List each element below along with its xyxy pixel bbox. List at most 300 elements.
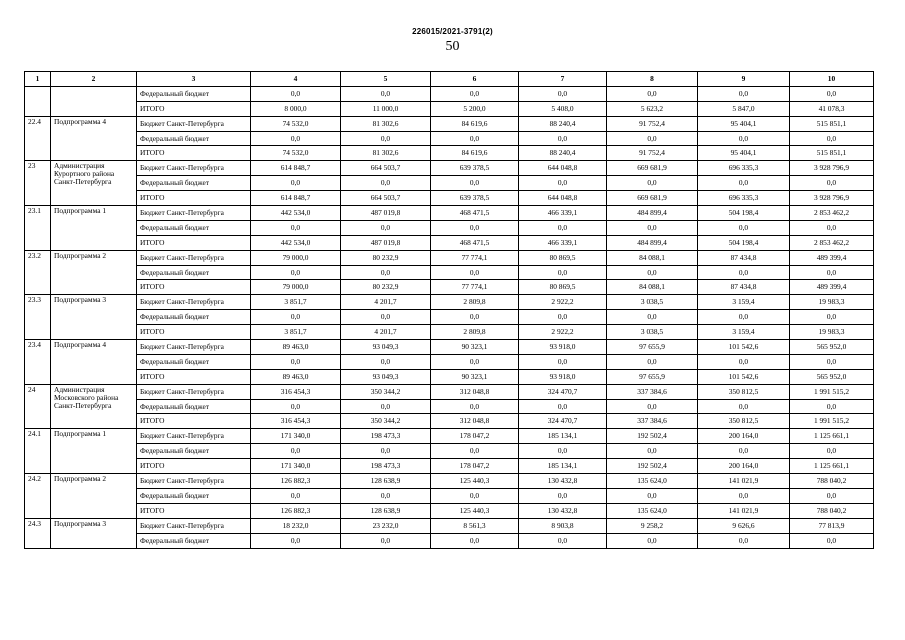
column-number-row (25, 72, 874, 87)
amount-cell: 0,0 (607, 444, 698, 459)
item-name-cell: Подпрограмма 1 (51, 206, 137, 251)
amount-cell: 93 049,3 (341, 340, 431, 355)
amount-cell: 0,0 (431, 533, 519, 548)
amount-cell: 639 378,5 (431, 191, 519, 206)
amount-cell: 93 049,3 (341, 369, 431, 384)
amount-cell: 0,0 (790, 399, 874, 414)
amount-cell: 171 340,0 (251, 429, 341, 444)
amount-cell: 0,0 (341, 310, 431, 325)
amount-cell: 0,0 (790, 533, 874, 548)
amount-cell: 88 240,4 (519, 146, 607, 161)
amount-cell: 0,0 (790, 220, 874, 235)
funding-source-cell: Федеральный бюджет (137, 533, 251, 548)
amount-cell: 200 164,0 (698, 459, 790, 474)
table-row (25, 444, 874, 459)
amount-cell: 565 952,0 (790, 369, 874, 384)
amount-cell: 350 344,2 (341, 414, 431, 429)
funding-source-cell: Федеральный бюджет (137, 220, 251, 235)
amount-cell: 504 198,4 (698, 235, 790, 250)
amount-cell: 130 432,8 (519, 503, 607, 518)
amount-cell: 101 542,6 (698, 369, 790, 384)
amount-cell: 8 903,8 (519, 518, 607, 533)
budget-table (24, 71, 874, 549)
table-row (25, 414, 874, 429)
item-name-cell: Подпрограмма 4 (51, 340, 137, 385)
amount-cell: 90 323,1 (431, 340, 519, 355)
amount-cell: 0,0 (341, 220, 431, 235)
amount-cell: 324 470,7 (519, 384, 607, 399)
amount-cell: 11 000,0 (341, 101, 431, 116)
amount-cell: 2 809,8 (431, 325, 519, 340)
column-number: 9 (698, 72, 790, 87)
amount-cell: 489 399,4 (790, 280, 874, 295)
amount-cell: 141 021,9 (698, 503, 790, 518)
item-name-cell: Подпрограмма 4 (51, 116, 137, 161)
amount-cell: 130 432,8 (519, 474, 607, 489)
amount-cell: 3 159,4 (698, 295, 790, 310)
amount-cell: 23 232,0 (341, 518, 431, 533)
amount-cell: 79 000,0 (251, 280, 341, 295)
amount-cell: 0,0 (607, 176, 698, 191)
amount-cell: 614 848,7 (251, 161, 341, 176)
amount-cell: 5 200,0 (431, 101, 519, 116)
amount-cell: 178 047,2 (431, 429, 519, 444)
amount-cell: 0,0 (698, 220, 790, 235)
amount-cell: 0,0 (341, 131, 431, 146)
amount-cell: 2 922,2 (519, 325, 607, 340)
amount-cell: 0,0 (341, 533, 431, 548)
table-row (25, 220, 874, 235)
table-row (25, 250, 874, 265)
table-row (25, 101, 874, 116)
amount-cell: 0,0 (698, 86, 790, 101)
amount-cell: 0,0 (607, 399, 698, 414)
table-row (25, 206, 874, 221)
table-row (25, 399, 874, 414)
table-row (25, 235, 874, 250)
amount-cell: 125 440,3 (431, 503, 519, 518)
item-number-cell (25, 86, 51, 116)
funding-source-cell: ИТОГО (137, 191, 251, 206)
table-row (25, 176, 874, 191)
amount-cell: 5 623,2 (607, 101, 698, 116)
amount-cell: 614 848,7 (251, 191, 341, 206)
amount-cell: 0,0 (431, 310, 519, 325)
table-row (25, 459, 874, 474)
amount-cell: 18 232,0 (251, 518, 341, 533)
page-number: 50 (445, 39, 460, 54)
amount-cell: 487 019,8 (341, 235, 431, 250)
amount-cell: 5 408,0 (519, 101, 607, 116)
amount-cell: 0,0 (431, 399, 519, 414)
amount-cell: 135 624,0 (607, 474, 698, 489)
amount-cell: 3 038,5 (607, 325, 698, 340)
column-number: 10 (790, 72, 874, 87)
amount-cell: 97 655,9 (607, 369, 698, 384)
amount-cell: 466 339,1 (519, 235, 607, 250)
table-row (25, 325, 874, 340)
amount-cell: 8 000,0 (251, 101, 341, 116)
amount-cell: 81 302,6 (341, 116, 431, 131)
amount-cell: 1 991 515,2 (790, 414, 874, 429)
funding-source-cell: Федеральный бюджет (137, 265, 251, 280)
amount-cell: 0,0 (341, 399, 431, 414)
amount-cell: 192 502,4 (607, 459, 698, 474)
amount-cell: 81 302,6 (341, 146, 431, 161)
amount-cell: 80 232,9 (341, 250, 431, 265)
amount-cell: 178 047,2 (431, 459, 519, 474)
amount-cell: 442 534,0 (251, 235, 341, 250)
amount-cell: 639 378,5 (431, 161, 519, 176)
amount-cell: 312 048,8 (431, 384, 519, 399)
table-row (25, 369, 874, 384)
amount-cell: 79 000,0 (251, 250, 341, 265)
amount-cell: 0,0 (790, 444, 874, 459)
amount-cell: 0,0 (431, 265, 519, 280)
item-number-cell: 23 (25, 161, 51, 206)
amount-cell: 0,0 (251, 265, 341, 280)
amount-cell: 1 991 515,2 (790, 384, 874, 399)
amount-cell: 128 638,9 (341, 503, 431, 518)
table-row (25, 533, 874, 548)
table-row (25, 340, 874, 355)
amount-cell: 126 882,3 (251, 474, 341, 489)
funding-source-cell: Федеральный бюджет (137, 310, 251, 325)
funding-source-cell: Федеральный бюджет (137, 488, 251, 503)
amount-cell: 1 125 661,1 (790, 459, 874, 474)
amount-cell: 0,0 (607, 86, 698, 101)
amount-cell: 0,0 (607, 354, 698, 369)
funding-source-cell: Бюджет Санкт-Петербурга (137, 474, 251, 489)
amount-cell: 125 440,3 (431, 474, 519, 489)
amount-cell: 466 339,1 (519, 206, 607, 221)
amount-cell: 337 384,6 (607, 384, 698, 399)
table-row (25, 131, 874, 146)
amount-cell: 0,0 (519, 265, 607, 280)
amount-cell: 0,0 (341, 444, 431, 459)
column-number: 2 (51, 72, 137, 87)
amount-cell: 487 019,8 (341, 206, 431, 221)
amount-cell: 0,0 (431, 354, 519, 369)
amount-cell: 3 928 796,9 (790, 191, 874, 206)
funding-source-cell: ИТОГО (137, 101, 251, 116)
amount-cell: 0,0 (251, 86, 341, 101)
amount-cell: 0,0 (519, 220, 607, 235)
amount-cell: 80 869,5 (519, 280, 607, 295)
amount-cell: 664 503,7 (341, 161, 431, 176)
amount-cell: 95 404,1 (698, 116, 790, 131)
amount-cell: 0,0 (519, 444, 607, 459)
amount-cell: 0,0 (698, 488, 790, 503)
amount-cell: 788 040,2 (790, 474, 874, 489)
amount-cell: 0,0 (698, 131, 790, 146)
column-number: 3 (137, 72, 251, 87)
amount-cell: 185 134,1 (519, 429, 607, 444)
amount-cell: 0,0 (431, 488, 519, 503)
table-row (25, 503, 874, 518)
amount-cell: 515 851,1 (790, 116, 874, 131)
amount-cell: 19 983,3 (790, 295, 874, 310)
amount-cell: 0,0 (790, 265, 874, 280)
funding-source-cell: Федеральный бюджет (137, 399, 251, 414)
amount-cell: 0,0 (607, 220, 698, 235)
item-name-cell: Подпрограмма 3 (51, 518, 137, 548)
amount-cell: 669 681,9 (607, 191, 698, 206)
amount-cell: 93 918,0 (519, 369, 607, 384)
amount-cell: 0,0 (698, 176, 790, 191)
table-row (25, 161, 874, 176)
table-row (25, 265, 874, 280)
amount-cell: 89 463,0 (251, 340, 341, 355)
amount-cell: 0,0 (698, 310, 790, 325)
amount-cell: 0,0 (251, 220, 341, 235)
funding-source-cell: Федеральный бюджет (137, 354, 251, 369)
amount-cell: 316 454,3 (251, 414, 341, 429)
amount-cell: 4 201,7 (341, 295, 431, 310)
amount-cell: 0,0 (431, 131, 519, 146)
amount-cell: 565 952,0 (790, 340, 874, 355)
amount-cell: 2 922,2 (519, 295, 607, 310)
amount-cell: 126 882,3 (251, 503, 341, 518)
amount-cell: 0,0 (519, 533, 607, 548)
amount-cell: 0,0 (431, 176, 519, 191)
item-number-cell: 24.2 (25, 474, 51, 519)
funding-source-cell: ИТОГО (137, 459, 251, 474)
item-name-cell: Администрация Курортного района Санкт-Петербурга (51, 161, 137, 206)
item-number-cell: 23.1 (25, 206, 51, 251)
amount-cell: 93 918,0 (519, 340, 607, 355)
amount-cell: 80 232,9 (341, 280, 431, 295)
amount-cell: 0,0 (519, 399, 607, 414)
amount-cell: 1 125 661,1 (790, 429, 874, 444)
amount-cell: 0,0 (251, 488, 341, 503)
table-row (25, 429, 874, 444)
amount-cell: 9 626,6 (698, 518, 790, 533)
amount-cell: 350 812,5 (698, 414, 790, 429)
amount-cell: 0,0 (251, 444, 341, 459)
table-row (25, 384, 874, 399)
amount-cell: 0,0 (251, 176, 341, 191)
amount-cell: 0,0 (519, 310, 607, 325)
amount-cell: 84 619,6 (431, 116, 519, 131)
document-id: 226015/2021-3791(2) (412, 27, 493, 36)
amount-cell: 0,0 (431, 86, 519, 101)
funding-source-cell: Федеральный бюджет (137, 86, 251, 101)
amount-cell: 90 323,1 (431, 369, 519, 384)
item-name-cell: Подпрограмма 2 (51, 474, 137, 519)
amount-cell: 484 899,4 (607, 206, 698, 221)
item-number-cell: 23.4 (25, 340, 51, 385)
amount-cell: 141 021,9 (698, 474, 790, 489)
amount-cell: 4 201,7 (341, 325, 431, 340)
table-row (25, 146, 874, 161)
amount-cell: 0,0 (251, 131, 341, 146)
amount-cell: 504 198,4 (698, 206, 790, 221)
amount-cell: 669 681,9 (607, 161, 698, 176)
amount-cell: 3 928 796,9 (790, 161, 874, 176)
amount-cell: 95 404,1 (698, 146, 790, 161)
table-row (25, 86, 874, 101)
column-number: 8 (607, 72, 698, 87)
funding-source-cell: Бюджет Санкт-Петербурга (137, 518, 251, 533)
amount-cell: 198 473,3 (341, 429, 431, 444)
amount-cell: 198 473,3 (341, 459, 431, 474)
amount-cell: 3 851,7 (251, 295, 341, 310)
amount-cell: 515 851,1 (790, 146, 874, 161)
amount-cell: 0,0 (519, 176, 607, 191)
item-number-cell: 24.1 (25, 429, 51, 474)
amount-cell: 2 853 462,2 (790, 206, 874, 221)
amount-cell: 788 040,2 (790, 503, 874, 518)
table-body (25, 72, 874, 549)
column-number: 7 (519, 72, 607, 87)
amount-cell: 337 384,6 (607, 414, 698, 429)
item-name-cell: Подпрограмма 1 (51, 429, 137, 474)
amount-cell: 696 335,3 (698, 191, 790, 206)
funding-source-cell: Бюджет Санкт-Петербурга (137, 429, 251, 444)
funding-source-cell: ИТОГО (137, 280, 251, 295)
amount-cell: 88 240,4 (519, 116, 607, 131)
funding-source-cell: Бюджет Санкт-Петербурга (137, 250, 251, 265)
amount-cell: 101 542,6 (698, 340, 790, 355)
amount-cell: 0,0 (790, 86, 874, 101)
funding-source-cell: Бюджет Санкт-Петербурга (137, 116, 251, 131)
amount-cell: 128 638,9 (341, 474, 431, 489)
amount-cell: 0,0 (698, 399, 790, 414)
amount-cell: 0,0 (698, 354, 790, 369)
item-name-cell (51, 86, 137, 116)
funding-source-cell: Бюджет Санкт-Петербурга (137, 384, 251, 399)
amount-cell: 74 532,0 (251, 146, 341, 161)
funding-source-cell: ИТОГО (137, 146, 251, 161)
table-row (25, 518, 874, 533)
item-number-cell: 23.2 (25, 250, 51, 295)
amount-cell: 0,0 (251, 354, 341, 369)
amount-cell: 0,0 (341, 86, 431, 101)
amount-cell: 135 624,0 (607, 503, 698, 518)
amount-cell: 0,0 (698, 444, 790, 459)
amount-cell: 350 344,2 (341, 384, 431, 399)
item-name-cell: Подпрограмма 3 (51, 295, 137, 340)
amount-cell: 192 502,4 (607, 429, 698, 444)
amount-cell: 0,0 (790, 176, 874, 191)
amount-cell: 0,0 (607, 310, 698, 325)
amount-cell: 0,0 (519, 131, 607, 146)
amount-cell: 442 534,0 (251, 206, 341, 221)
amount-cell: 171 340,0 (251, 459, 341, 474)
amount-cell: 0,0 (519, 354, 607, 369)
amount-cell: 0,0 (341, 265, 431, 280)
amount-cell: 0,0 (519, 488, 607, 503)
amount-cell: 2 809,8 (431, 295, 519, 310)
amount-cell: 8 561,3 (431, 518, 519, 533)
funding-source-cell: ИТОГО (137, 503, 251, 518)
item-name-cell: Администрация Московского района Санкт-Петербурга (51, 384, 137, 429)
amount-cell: 84 619,6 (431, 146, 519, 161)
amount-cell: 87 434,8 (698, 280, 790, 295)
amount-cell: 97 655,9 (607, 340, 698, 355)
amount-cell: 0,0 (341, 354, 431, 369)
amount-cell: 0,0 (341, 488, 431, 503)
table-row (25, 310, 874, 325)
amount-cell: 77 774,1 (431, 280, 519, 295)
amount-cell: 0,0 (251, 310, 341, 325)
table-row (25, 474, 874, 489)
amount-cell: 19 983,3 (790, 325, 874, 340)
amount-cell: 9 258,2 (607, 518, 698, 533)
funding-source-cell: ИТОГО (137, 235, 251, 250)
amount-cell: 0,0 (431, 220, 519, 235)
amount-cell: 91 752,4 (607, 116, 698, 131)
funding-source-cell: Бюджет Санкт-Петербурга (137, 295, 251, 310)
table-row (25, 488, 874, 503)
amount-cell: 316 454,3 (251, 384, 341, 399)
item-name-cell: Подпрограмма 2 (51, 250, 137, 295)
amount-cell: 84 088,1 (607, 250, 698, 265)
amount-cell: 489 399,4 (790, 250, 874, 265)
amount-cell: 77 774,1 (431, 250, 519, 265)
amount-cell: 87 434,8 (698, 250, 790, 265)
amount-cell: 0,0 (607, 488, 698, 503)
column-number: 6 (431, 72, 519, 87)
column-number: 5 (341, 72, 431, 87)
amount-cell: 41 078,3 (790, 101, 874, 116)
amount-cell: 0,0 (607, 265, 698, 280)
amount-cell: 0,0 (790, 488, 874, 503)
amount-cell: 468 471,5 (431, 206, 519, 221)
table-row (25, 280, 874, 295)
funding-source-cell: ИТОГО (137, 414, 251, 429)
amount-cell: 3 851,7 (251, 325, 341, 340)
column-number: 4 (251, 72, 341, 87)
amount-cell: 0,0 (341, 176, 431, 191)
amount-cell: 91 752,4 (607, 146, 698, 161)
amount-cell: 80 869,5 (519, 250, 607, 265)
amount-cell: 664 503,7 (341, 191, 431, 206)
amount-cell: 0,0 (790, 310, 874, 325)
amount-cell: 0,0 (790, 131, 874, 146)
amount-cell: 0,0 (431, 444, 519, 459)
funding-source-cell: Бюджет Санкт-Петербурга (137, 340, 251, 355)
amount-cell: 0,0 (790, 354, 874, 369)
amount-cell: 484 899,4 (607, 235, 698, 250)
amount-cell: 77 813,9 (790, 518, 874, 533)
amount-cell: 350 812,5 (698, 384, 790, 399)
amount-cell: 0,0 (698, 265, 790, 280)
amount-cell: 74 532,0 (251, 116, 341, 131)
funding-source-cell: Федеральный бюджет (137, 176, 251, 191)
amount-cell: 468 471,5 (431, 235, 519, 250)
funding-source-cell: Бюджет Санкт-Петербурга (137, 206, 251, 221)
amount-cell: 200 164,0 (698, 429, 790, 444)
table-row (25, 354, 874, 369)
amount-cell: 0,0 (607, 131, 698, 146)
amount-cell: 5 847,0 (698, 101, 790, 116)
amount-cell: 0,0 (251, 399, 341, 414)
table-row (25, 191, 874, 206)
amount-cell: 0,0 (251, 533, 341, 548)
amount-cell: 89 463,0 (251, 369, 341, 384)
item-number-cell: 24.3 (25, 518, 51, 548)
column-number: 1 (25, 72, 51, 87)
amount-cell: 2 853 462,2 (790, 235, 874, 250)
amount-cell: 644 048,8 (519, 161, 607, 176)
funding-source-cell: Федеральный бюджет (137, 131, 251, 146)
amount-cell: 3 159,4 (698, 325, 790, 340)
amount-cell: 0,0 (519, 86, 607, 101)
amount-cell: 324 470,7 (519, 414, 607, 429)
item-number-cell: 22.4 (25, 116, 51, 161)
